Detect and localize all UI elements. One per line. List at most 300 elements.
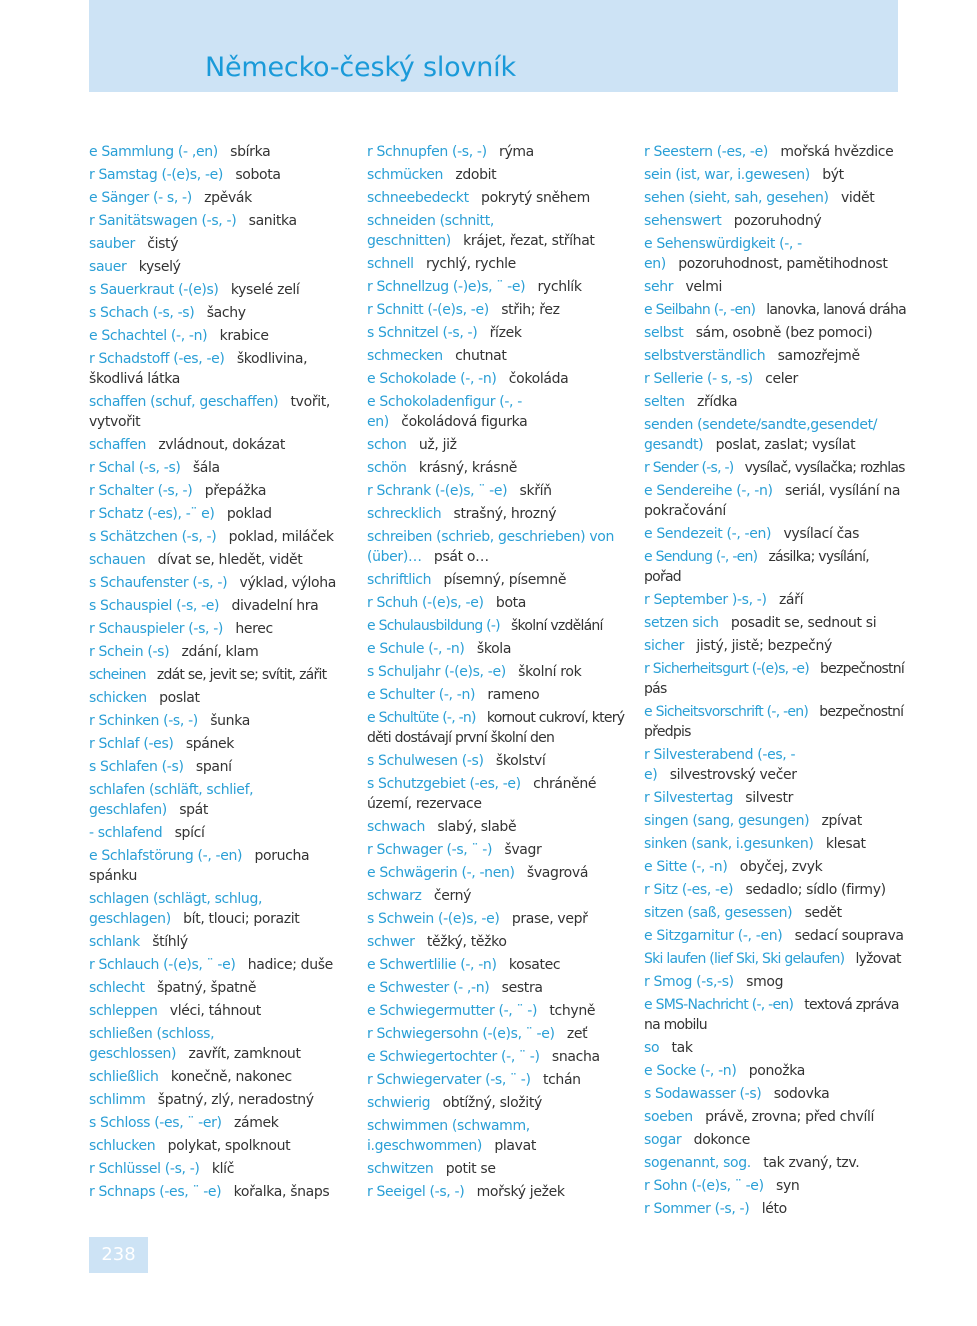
dictionary-entry: [367, 886, 629, 906]
dictionary-entry: [644, 613, 906, 633]
entry-translation: štíhlý: [152, 934, 188, 950]
entry-headword: r Silvestertag: [644, 790, 733, 806]
entry-headword: e Schultüte (-, -n): [367, 710, 476, 726]
entry-headword: e Schule (-, -n): [367, 641, 465, 657]
entry-headword: singen (sang, gesungen): [644, 813, 810, 829]
entry-translation: přepážka: [204, 483, 267, 499]
entry-headword: schwach: [367, 819, 426, 835]
entry-translation: sedadlo; sídlo (firmy): [745, 882, 886, 898]
dictionary-entry: [644, 972, 906, 992]
entry-headword: schließen (schloss, geschlossen): [89, 1026, 215, 1062]
dictionary-entry: [89, 642, 351, 662]
entry-headword: e Sänger (- s, -): [89, 190, 192, 206]
entry-headword: setzen sich: [644, 615, 719, 631]
entry-translation: zavřít, zamknout: [188, 1046, 301, 1062]
entry-headword: r Sohn (-(e)s, ¨ -e): [644, 1178, 764, 1194]
dictionary-entry: [367, 708, 629, 748]
entry-translation: škodlivina, škodlivá látka: [89, 351, 308, 387]
dictionary-entry: [367, 369, 629, 389]
entry-headword: r Schal (-s, -s): [89, 460, 181, 476]
entry-translation: smog: [746, 974, 784, 990]
dictionary-entry: [367, 504, 629, 524]
dictionary-entry: [367, 1024, 629, 1044]
entry-headword: sehr: [644, 279, 674, 295]
dictionary-entry: [367, 254, 629, 274]
dictionary-entry: [89, 527, 351, 547]
dictionary-entry: [644, 857, 906, 877]
entry-translation: kyselé zelí: [230, 282, 300, 298]
dictionary-entry: [89, 211, 351, 231]
dictionary-entry: [89, 280, 351, 300]
dictionary-entry: [644, 392, 906, 412]
entry-translation: černý: [433, 888, 472, 904]
entry-headword: r Schlüssel (-s, -): [89, 1161, 200, 1177]
entry-translation: pokrytý sněhem: [481, 190, 590, 206]
entry-headword: sogar: [644, 1132, 682, 1148]
entry-translation: léto: [761, 1201, 787, 1217]
dictionary-entry: [367, 955, 629, 975]
dictionary-entry: [89, 596, 351, 616]
entry-headword: schwimmen (schwamm, i.geschwommen): [367, 1118, 530, 1154]
entry-headword: r Seeigel (-s, -): [367, 1184, 465, 1200]
entry-headword: s Sodawasser (-s): [644, 1086, 762, 1102]
dictionary-entry: [89, 1024, 351, 1064]
dictionary-entry: [367, 1001, 629, 1021]
entry-translation: pozoruhodnost, pamětihodnost: [678, 256, 888, 272]
entry-translation: sedací souprava: [794, 928, 904, 944]
entry-translation: plavat: [494, 1138, 536, 1154]
dictionary-column-1: [89, 142, 351, 1205]
entry-headword: s Schulwesen (-s): [367, 753, 484, 769]
entry-headword: schlank: [89, 934, 140, 950]
dictionary-entry: [367, 392, 629, 432]
entry-translation: poslat: [159, 690, 200, 706]
entry-translation: hadice; duše: [247, 957, 333, 973]
entry-translation: sodovka: [773, 1086, 830, 1102]
entry-headword: s Sauerkraut (-(e)s): [89, 282, 219, 298]
entry-translation: celer: [765, 371, 798, 387]
entry-translation: pozoruhodný: [733, 213, 822, 229]
dictionary-entry: [367, 527, 629, 567]
entry-headword: r Sellerie (- s, -s): [644, 371, 753, 387]
entry-headword: s Schätzchen (-s, -): [89, 529, 217, 545]
dictionary-entry: [644, 188, 906, 208]
entry-headword: e Sitzgarnitur (-, -en): [644, 928, 783, 944]
entry-headword: e Sammlung (- ,en): [89, 144, 218, 160]
entry-headword: r Schauspieler (-s, -): [89, 621, 224, 637]
entry-headword: r Sender (-s, -): [644, 460, 734, 476]
entry-translation: šála: [192, 460, 220, 476]
entry-translation: posadit se, sednout si: [730, 615, 877, 631]
dictionary-entry: [89, 165, 351, 185]
entry-headword: r Samstag (-(e)s, -e): [89, 167, 224, 183]
entry-translation: bezpečnostní předpis: [644, 704, 904, 740]
entry-translation: sanitka: [248, 213, 297, 229]
dictionary-entry: [644, 834, 906, 854]
entry-translation: krabice: [219, 328, 269, 344]
entry-headword: r September )-s, -): [644, 592, 767, 608]
entry-headword: e Schulausbildung (-): [367, 618, 500, 634]
entry-headword: r Schwager (-s, ¨ -): [367, 842, 493, 858]
dictionary-entry: [644, 458, 906, 478]
entry-translation: výklad, výloha: [239, 575, 337, 591]
entry-headword: e Schokolade (-, -n): [367, 371, 497, 387]
dictionary-entry: [367, 300, 629, 320]
entry-translation: slabý, slabě: [437, 819, 517, 835]
entry-translation: špatný, zlý, neradostný: [157, 1092, 314, 1108]
entry-headword: e Sendezeit (-, -en): [644, 526, 772, 542]
dictionary-entry: [89, 1182, 351, 1202]
entry-headword: so: [644, 1040, 660, 1056]
entry-translation: syn: [776, 1178, 800, 1194]
entry-translation: lyžovat: [855, 951, 901, 967]
dictionary-entry: [367, 458, 629, 478]
entry-headword: r Schein (-s): [89, 644, 170, 660]
entry-translation: jistý, jistě; bezpečný: [696, 638, 832, 654]
entry-headword: schwierig: [367, 1095, 431, 1111]
dictionary-entry: [644, 415, 906, 455]
dictionary-entry: [367, 685, 629, 705]
dictionary-column-2: [367, 142, 629, 1205]
entry-headword: schriftlich: [367, 572, 432, 588]
dictionary-entry: [644, 211, 906, 231]
dictionary-entry: [367, 277, 629, 297]
entry-headword: e Schwägerin (-, -nen): [367, 865, 515, 881]
entry-translation: konečně, nakonec: [170, 1069, 292, 1085]
entry-headword: schmücken: [367, 167, 444, 183]
entry-translation: zdobit: [455, 167, 497, 183]
entry-translation: čokoláda: [508, 371, 569, 387]
dictionary-entry: [89, 1090, 351, 1110]
entry-headword: schwarz: [367, 888, 422, 904]
dictionary-entry: [644, 995, 906, 1035]
entry-translation: klíč: [211, 1161, 235, 1177]
entry-headword: e SMS-Nachricht (-, -en): [644, 997, 794, 1013]
dictionary-entry: [644, 1130, 906, 1150]
dictionary-entry: [644, 880, 906, 900]
entry-headword: sein (ist, war, i.gewesen): [644, 167, 810, 183]
entry-translation: čokoládová figurka: [401, 414, 528, 430]
entry-headword: senden (sendete/sandte,gesendet/ gesandt): [644, 417, 878, 453]
entry-headword: sehenswert: [644, 213, 722, 229]
dictionary-entry: [367, 1159, 629, 1179]
entry-translation: švagrová: [526, 865, 589, 881]
entry-headword: e Sicheitsvorschrift (-, -en): [644, 704, 809, 720]
entry-translation: rýma: [499, 144, 534, 160]
dictionary-entry: [644, 590, 906, 610]
entry-headword: schicken: [89, 690, 147, 706]
entry-headword: schlimm: [89, 1092, 146, 1108]
entry-headword: scheinen: [89, 667, 146, 683]
entry-headword: r Schatz (-es), -¨ e): [89, 506, 215, 522]
entry-translation: bít, tlouci; porazit: [183, 911, 300, 927]
entry-translation: zpívat: [821, 813, 862, 829]
dictionary-entry: [644, 1107, 906, 1127]
entry-translation: krájet, řezat, stříhat: [463, 233, 595, 249]
dictionary-entry: [89, 349, 351, 389]
entry-headword: r Sicherheitsgurt (-(e)s, -e): [644, 661, 809, 677]
dictionary-entry: [367, 165, 629, 185]
entry-translation: šunka: [210, 713, 250, 729]
dictionary-entry: [367, 1047, 629, 1067]
entry-headword: schleppen: [89, 1003, 158, 1019]
dictionary-entry: [367, 774, 629, 814]
dictionary-entry: [89, 1001, 351, 1021]
entry-translation: švagr: [504, 842, 542, 858]
entry-translation: vléci, táhnout: [169, 1003, 261, 1019]
entry-headword: r Schinken (-s, -): [89, 713, 198, 729]
entry-translation: mořský ježek: [476, 1184, 565, 1200]
entry-translation: poslat, zaslat; vysílat: [715, 437, 856, 453]
dictionary-entry: [367, 570, 629, 590]
entry-headword: selbst: [644, 325, 684, 341]
entry-translation: mořská hvězdice: [780, 144, 894, 160]
dictionary-entry: [367, 639, 629, 659]
entry-translation: zeť: [566, 1026, 588, 1042]
dictionary-column-3: [644, 142, 906, 1222]
entry-headword: schlecht: [89, 980, 145, 996]
entry-translation: škola: [476, 641, 512, 657]
entry-translation: vidět: [840, 190, 875, 206]
dictionary-entry: [89, 481, 351, 501]
dictionary-entry: [89, 932, 351, 952]
entry-translation: špatný, špatně: [156, 980, 257, 996]
dictionary-entry: [89, 780, 351, 820]
entry-translation: klesat: [825, 836, 866, 852]
entry-headword: s Schlafen (-s): [89, 759, 184, 775]
dictionary-entry: [644, 702, 906, 742]
entry-translation: těžký, těžko: [426, 934, 507, 950]
entry-translation: krásný, krásně: [418, 460, 517, 476]
entry-headword: s Schwein (-(e)s, -e): [367, 911, 500, 927]
dictionary-entry: [367, 616, 629, 636]
dictionary-entry: [644, 524, 906, 544]
dictionary-entry: [644, 323, 906, 343]
entry-headword: r Smog (-s,-s): [644, 974, 734, 990]
entry-headword: r Schlaf (-es): [89, 736, 174, 752]
dictionary-entry: [644, 346, 906, 366]
dictionary-entry: [367, 863, 629, 883]
dictionary-entry: [644, 811, 906, 831]
entry-translation: školství: [495, 753, 546, 769]
dictionary-entry: [89, 711, 351, 731]
dictionary-entry: [367, 211, 629, 251]
entry-translation: zámek: [233, 1115, 279, 1131]
entry-headword: s Schloss (-es, ¨ -er): [89, 1115, 222, 1131]
entry-translation: samozřejmě: [777, 348, 860, 364]
entry-translation: tak zvaný, tzv.: [763, 1155, 860, 1171]
entry-headword: e Sendereihe (-, -n): [644, 483, 773, 499]
entry-headword: e Sehenswürdigkeit (-, -en): [644, 236, 802, 272]
entry-translation: dívat se, hledět, vidět: [157, 552, 303, 568]
entry-headword: e Sitte (-, -n): [644, 859, 728, 875]
dictionary-entry: [89, 392, 351, 432]
entry-headword: r Sanitätswagen (-s, -): [89, 213, 237, 229]
entry-translation: poklad: [226, 506, 272, 522]
entry-translation: vysílací čas: [783, 526, 860, 542]
entry-translation: šachy: [206, 305, 246, 321]
dictionary-entry: [644, 481, 906, 521]
entry-translation: písemný, písemně: [443, 572, 567, 588]
entry-translation: rameno: [487, 687, 540, 703]
entry-translation: obyčej, zvyk: [739, 859, 823, 875]
dictionary-entry: [89, 435, 351, 455]
entry-headword: s Schuljahr (-(e)s, -e): [367, 664, 506, 680]
dictionary-entry: [367, 932, 629, 952]
entry-translation: strašný, hrozný: [453, 506, 557, 522]
dictionary-entry: [89, 1113, 351, 1133]
entry-translation: bezpečnostní pás: [644, 661, 905, 697]
entry-translation: už, již: [418, 437, 457, 453]
entry-headword: e Schulter (-, -n): [367, 687, 476, 703]
dictionary-entry: [89, 1067, 351, 1087]
entry-translation: zřídka: [697, 394, 738, 410]
dictionary-entry: [89, 303, 351, 323]
entry-translation: sbírka: [230, 144, 271, 160]
entry-headword: schlucken: [89, 1138, 156, 1154]
entry-headword: schneebedeckt: [367, 190, 469, 206]
entry-headword: r Schwiegervater (-s, ¨ -): [367, 1072, 531, 1088]
entry-headword: e Schwester (- ,-n): [367, 980, 490, 996]
entry-translation: kyselý: [138, 259, 181, 275]
entry-headword: soeben: [644, 1109, 693, 1125]
entry-headword: schon: [367, 437, 407, 453]
entry-translation: rychlý, rychle: [426, 256, 516, 272]
entry-headword: schauen: [89, 552, 146, 568]
dictionary-entry: [89, 823, 351, 843]
entry-translation: potit se: [445, 1161, 496, 1177]
dictionary-entry: [89, 889, 351, 929]
entry-translation: školní vzdělání: [511, 618, 603, 634]
entry-headword: e Seilbahn (-, -en): [644, 302, 756, 318]
dictionary-entry: [367, 481, 629, 501]
entry-headword: e Schwiegertochter (-, ¨ -): [367, 1049, 540, 1065]
dictionary-entry: [89, 550, 351, 570]
dictionary-entry: [644, 300, 906, 320]
entry-headword: selten: [644, 394, 685, 410]
entry-headword: s Schnitzel (-s, -): [367, 325, 478, 341]
entry-translation: právě, zrovna; před chvílí: [705, 1109, 875, 1125]
entry-headword: e Schlafstörung (-, -en): [89, 848, 243, 864]
entry-headword: sauer: [89, 259, 127, 275]
dictionary-entry: [367, 1116, 629, 1156]
entry-headword: schreiben (schrieb, geschrieben) von (über)…: [367, 529, 615, 565]
entry-headword: schrecklich: [367, 506, 442, 522]
entry-translation: zvládnout, dokázat: [158, 437, 286, 453]
entry-headword: r Sommer (-s, -): [644, 1201, 750, 1217]
entry-headword: r Schwiegersohn (-(e)s, ¨ -e): [367, 1026, 555, 1042]
entry-headword: e Schachtel (-, -n): [89, 328, 208, 344]
entry-translation: střih; řez: [501, 302, 560, 318]
entry-headword: schmecken: [367, 348, 443, 364]
entry-translation: spát: [179, 802, 209, 818]
entry-headword: s Schaufenster (-s, -): [89, 575, 228, 591]
entry-headword: sehen (sieht, sah, gesehen): [644, 190, 829, 206]
dictionary-entry: [644, 636, 906, 656]
entry-headword: s Schach (-s, -s): [89, 305, 195, 321]
entry-headword: sicher: [644, 638, 685, 654]
entry-translation: spící: [174, 825, 205, 841]
entry-headword: schaffen: [89, 437, 146, 453]
dictionary-entry: [644, 949, 906, 969]
entry-headword: s Schauspiel (-s, -e): [89, 598, 220, 614]
entry-translation: zdát se, jevit se; svítit, zářit: [156, 667, 327, 683]
entry-translation: herec: [235, 621, 273, 637]
entry-translation: kosatec: [508, 957, 561, 973]
entry-translation: prase, vepř: [511, 911, 588, 927]
dictionary-entry: [644, 547, 906, 587]
entry-translation: být: [822, 167, 844, 183]
entry-translation: sestra: [501, 980, 543, 996]
dictionary-entry: [89, 257, 351, 277]
dictionary-entry: [644, 1038, 906, 1058]
entry-translation: silvestrovský večer: [669, 767, 797, 783]
entry-translation: textová zpráva na mobilu: [644, 997, 899, 1033]
dictionary-entry: [644, 745, 906, 785]
entry-headword: schneiden (schnitt, geschnitten): [367, 213, 494, 249]
dictionary-entry: [89, 619, 351, 639]
dictionary-entry: [89, 978, 351, 998]
entry-translation: zdání, klam: [181, 644, 259, 660]
entry-translation: chutnat: [455, 348, 507, 364]
dictionary-entry: [367, 593, 629, 613]
entry-translation: ponožka: [748, 1063, 805, 1079]
entry-translation: obtížný, složitý: [442, 1095, 542, 1111]
dictionary-entry: [89, 955, 351, 975]
dictionary-entry: [644, 1199, 906, 1219]
entry-headword: e Sendung (-, -en): [644, 549, 758, 565]
dictionary-entry: [644, 234, 906, 274]
dictionary-entry: [367, 1093, 629, 1113]
entry-translation: spaní: [195, 759, 232, 775]
entry-headword: r Schalter (-s, -): [89, 483, 193, 499]
dictionary-entry: [89, 665, 351, 685]
entry-translation: sám, osobně (bez pomoci): [695, 325, 873, 341]
entry-headword: e Schokoladenfigur (-, -en): [367, 394, 522, 430]
entry-translation: sobota: [235, 167, 281, 183]
entry-headword: sogenannt, sog.: [644, 1155, 751, 1171]
entry-headword: schaffen (schuf, geschaffen): [89, 394, 279, 410]
header-band: [89, 0, 898, 92]
entry-headword: s Schutzgebiet (-es, -e): [367, 776, 521, 792]
entry-headword: e Socke (-, -n): [644, 1063, 737, 1079]
dictionary-entry: [644, 165, 906, 185]
entry-headword: r Schlauch (-(e)s, ¨ -e): [89, 957, 236, 973]
entry-translation: porucha spánku: [89, 848, 310, 884]
entry-translation: tak: [671, 1040, 693, 1056]
entry-headword: schließlich: [89, 1069, 159, 1085]
dictionary-entry: [89, 504, 351, 524]
entry-headword: e Schwiegermutter (-, ¨ -): [367, 1003, 538, 1019]
entry-translation: silvestr: [745, 790, 794, 806]
entry-translation: zpěvák: [204, 190, 252, 206]
dictionary-entry: [367, 1070, 629, 1090]
dictionary-entry: [367, 323, 629, 343]
dictionary-entry: [644, 142, 906, 162]
entry-translation: seriál, vysílání na pokračování: [644, 483, 901, 519]
dictionary-entry: [644, 788, 906, 808]
entry-translation: bota: [495, 595, 527, 611]
entry-headword: r Schnitt (-(e)s, -e): [367, 302, 489, 318]
entry-headword: r Schuh (-(e)s, -e): [367, 595, 484, 611]
entry-headword: sinken (sank, i.gesunken): [644, 836, 814, 852]
entry-translation: sedět: [804, 905, 842, 921]
entry-translation: zásilka; vysílání, pořad: [644, 549, 869, 585]
entry-translation: čistý: [147, 236, 179, 252]
dictionary-entry: [89, 142, 351, 162]
dictionary-entry: [89, 1136, 351, 1156]
entry-headword: r Schnaps (-es, ¨ -e): [89, 1184, 222, 1200]
